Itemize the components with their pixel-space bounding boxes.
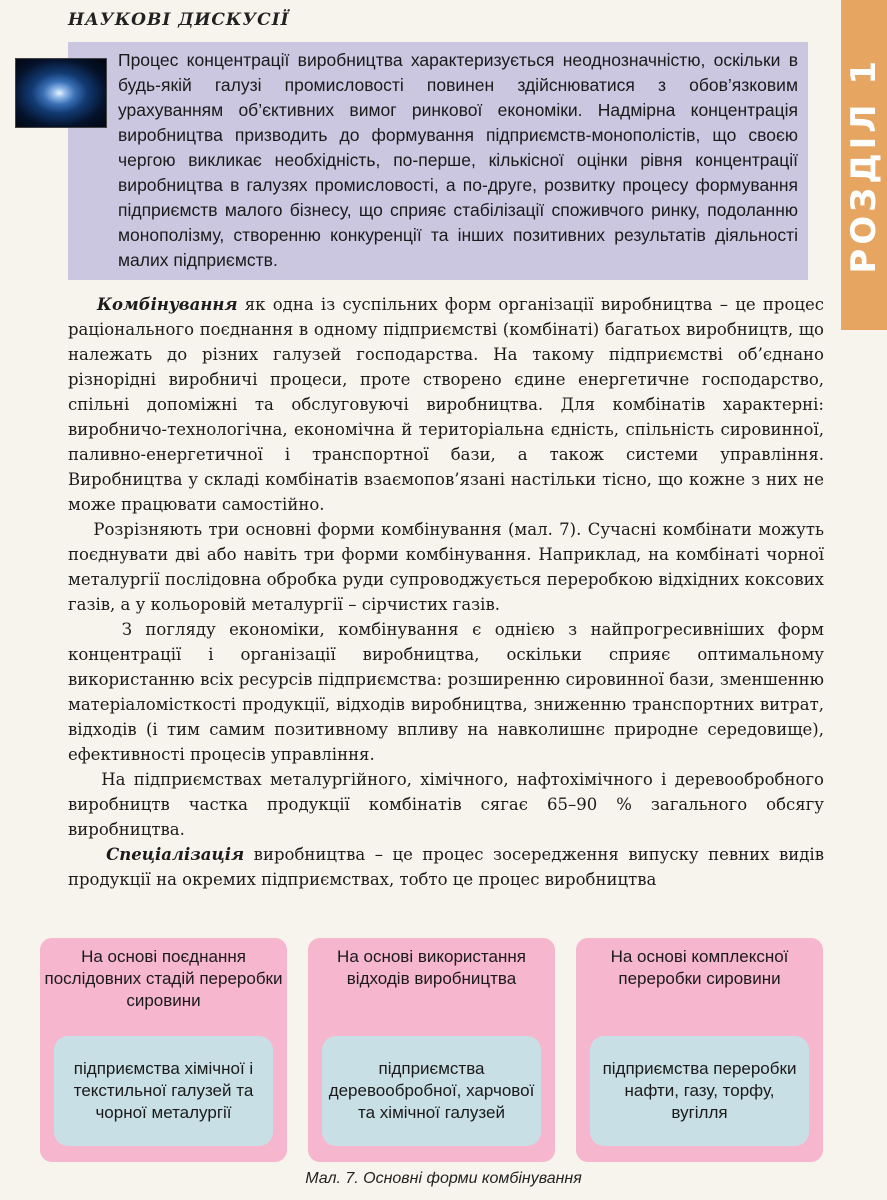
section-tab xyxy=(841,0,887,330)
form-card-heading: На основі комплексної переробки сировини xyxy=(610,947,789,988)
figure-caption: Мал. 7. Основні форми комбінування xyxy=(305,1170,582,1187)
paragraph-economy xyxy=(68,617,824,767)
paragraph-specialization xyxy=(68,842,824,892)
form-card-heading: На основі використання відходів виробництва xyxy=(337,947,526,988)
paragraph-share-text: На підприємствах металургійного, хімічного, нафтохімічного і деревообробного виробництв частка продукції комбінатів сягає 65–90 % загального обсягу виробництва. xyxy=(68,770,824,839)
form-card-sequential xyxy=(40,938,287,1162)
discussion-text: Процес концентрації виробництва характеризується неоднозначністю, оскільки в будь-якій галузі промисловості повинен здійснюватися з обов’язковим урахуванням об’єктивних вимог ринкової економіки. Надмірна концентрація виробництва призводить до формування підприємств-монополістів, що своєю чергою викликає необхідність, по-перше, кількісної оцінки рівня концентрації виробництва в галузях промисловості, а по-друге, розвитку процесу формування підприємств малого бізнесу, що сприяє стабілізації споживчого ринку, подоланню монополізму, створенню конкуренції та інших позитивних результатів діяльності малих підприємств. xyxy=(118,50,798,270)
form-card-example: підприємства деревообробної, харчової та хімічної галузей xyxy=(322,1036,541,1146)
form-card-example: підприємства переробки нафти, газу, торфу, вугілля xyxy=(590,1036,809,1146)
section-tab-label: РОЗДІЛ 1 xyxy=(844,56,884,274)
paragraph-combining-text: як одна із суспільних форм організації виробництва – це процес раціонального поєднання в одному підприємстві (комбінаті) багатьох виробництв, що належать до різних галузей господарства. На такому підприємстві об’єднано різнорідні виробничі процеси, проте створено єдине енергетичне господарство, спільні допоміжні та обслуговуючі виробництва. Для комбінатів характерні: виробничо-технологічна, економічна й територіальна єдність, спільність сировинної, паливно-енергетичної і транспортної бази, а також системи управління. Виробництва у складі комбінатів взаємопов’язані настільки тісно, що кожне з них не може працювати самостійно. xyxy=(68,295,824,514)
paragraph-share xyxy=(68,767,824,842)
paragraph-specialization-text: виробництва – це процес зосередження випуску певних видів продукції на окремих підприємствах, тобто це процес виробництва xyxy=(68,845,824,889)
combining-forms-diagram xyxy=(40,938,825,1164)
form-card-waste xyxy=(308,938,555,1162)
paragraph-forms-text: Розрізняють три основні форми комбінування (мал. 7). Сучасні комбінати можуть поєднувати дві або навіть три форми комбінування. Наприклад, на комбінаті чорної металургії послідовна обробка руди супроводжується переробкою відхідних коксових газів, а у кольоровій металургії – сірчистих газів. xyxy=(68,520,825,614)
form-card-heading: На основі поєднання послідовних стадій переробки сировини xyxy=(44,947,283,1010)
form-card-example: підприємства хімічної і текстильної галузей та чорної металургії xyxy=(54,1036,273,1146)
galaxy-image xyxy=(15,58,107,128)
form-card-complex xyxy=(576,938,823,1162)
term-combining: Комбінування xyxy=(97,295,238,314)
paragraph-combining xyxy=(68,292,824,517)
term-specialization: Спеціалізація xyxy=(106,845,245,864)
paragraph-economy-text: З погляду економіки, комбінування є однією з найпрогресивніших форм концентрації і організації виробництва, оскільки сприяє оптимальному використанню всіх ресурсів підприємства: розширенню сировинної бази, зменшенню матеріаломісткості продукції, відходів виробництва, зниженню транспортних витрат, відходів (і тим самим позитивному впливу на навколишнє природне середовище), ефективності процесів управління. xyxy=(68,620,824,764)
discussion-title: НАУКОВІ ДИСКУСІЇ xyxy=(68,10,290,30)
main-text xyxy=(68,292,824,892)
paragraph-forms xyxy=(68,517,824,617)
